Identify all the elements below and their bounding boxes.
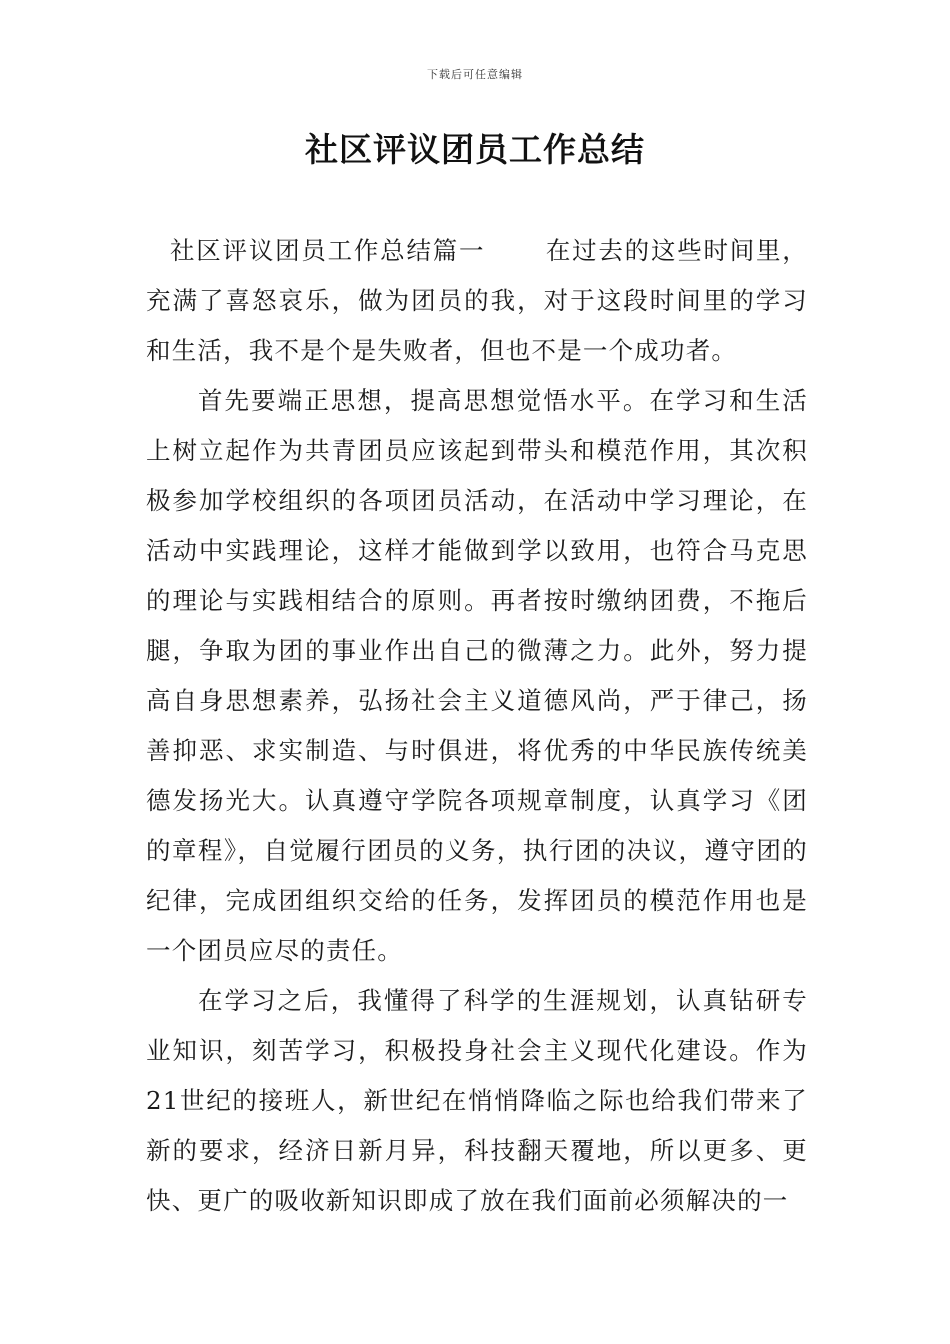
- paragraph-1: [146, 226, 808, 376]
- section-heading: 社区评议团员工作总结篇一: [170, 236, 486, 265]
- paragraph-3: 在学习之后，我懂得了科学的生涯规划，认真钻研专业知识，刻苦学习，积极投身社会主义现代化建设。作为21世纪的接班人，新世纪在悄悄降临之际也给我们带来了新的要求，经济日新月异，科技翻天覆地，所以更多、更快、更广的吸收新知识即成了放在我们面前必须解决的一: [146, 986, 808, 1215]
- header-note: 下载后可任意编辑: [427, 68, 523, 81]
- paragraph-1-text: 在过去的这些时间里，充满了喜怒哀乐，做为团员的我，对于这段时间里的学习和生活，我不是个是失败者，但也不是一个成功者。: [146, 236, 809, 365]
- paragraph-2: 首先要端正思想，提高思想觉悟水平。在学习和生活上树立起作为共青团员应该起到带头和模范作用，其次积极参加学校组织的各项团员活动，在活动中学习理论，在活动中实践理论，这样才能做到学以致用，也符合马克思的理论与实践相结合的原则。再者按时缴纳团费，不拖后腿，争取为团的事业作出自己的微薄之力。此外，努力提高自身思想素养，弘扬社会主义道德风尚，严于律己，扬善抑恶、求实制造、与时俱进，将优秀的中华民族传统美德发扬光大。认真遵守学院各项规章制度，认真学习《团的章程》，自觉履行团员的义务，执行团的决议，遵守团的纪律，完成团组织交给的任务，发挥团员的模范作用也是一个团员应尽的责任。: [146, 386, 808, 965]
- document-title: 社区评议团员工作总结: [305, 130, 645, 169]
- document-body: [146, 226, 808, 1226]
